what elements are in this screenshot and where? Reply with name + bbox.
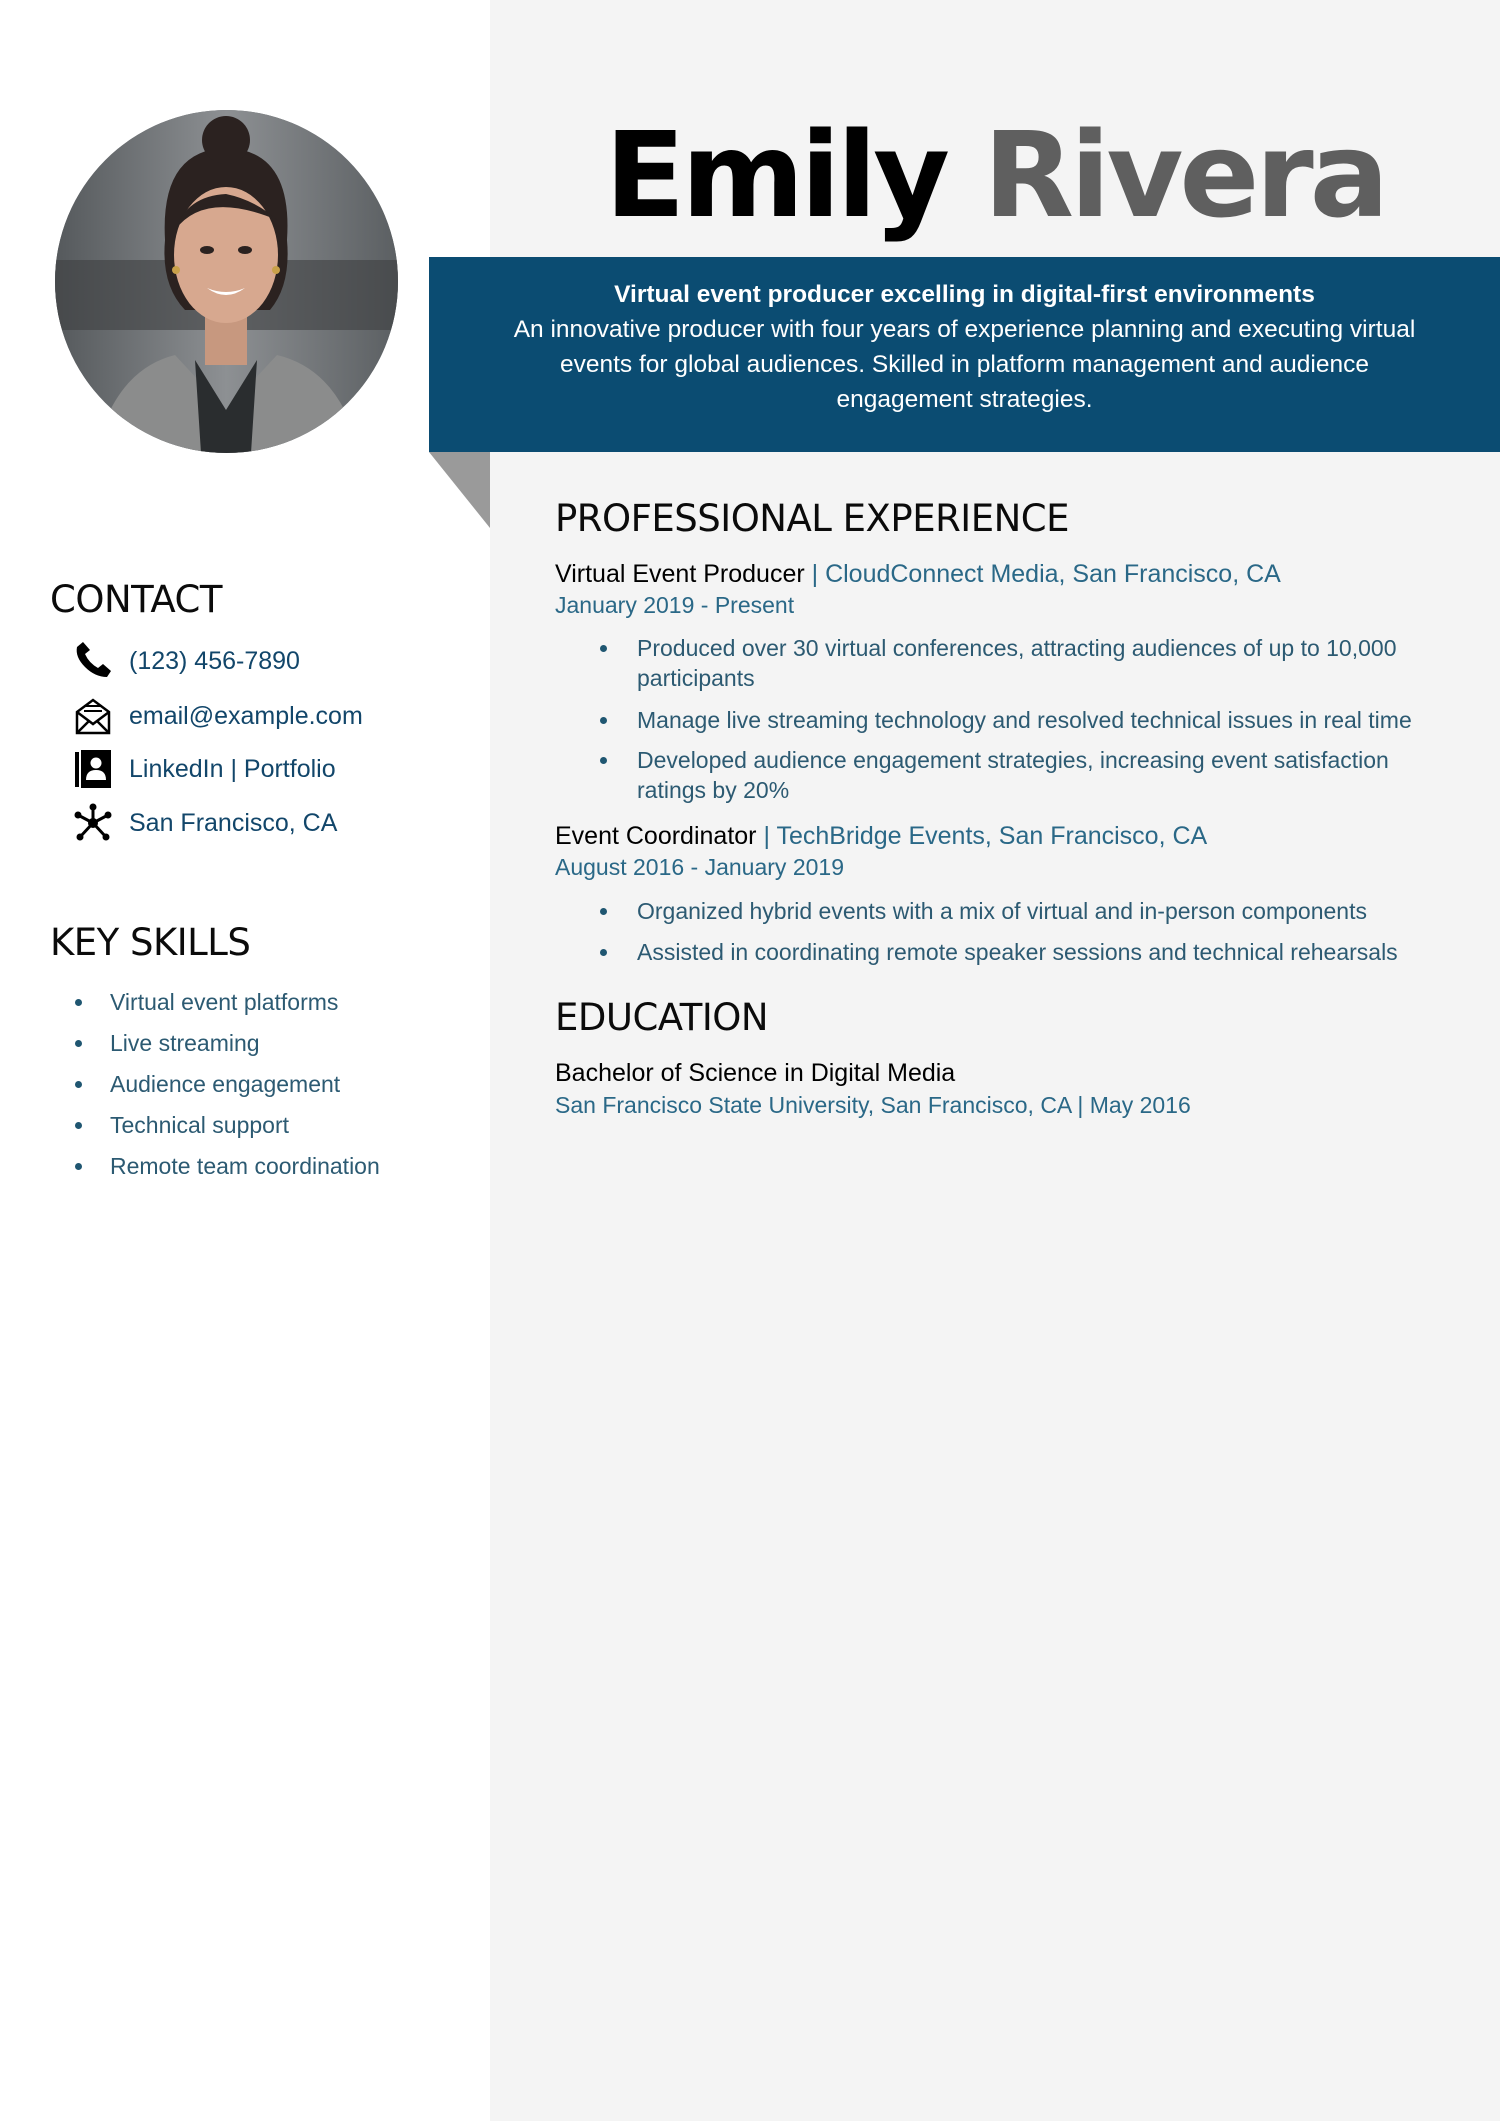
candidate-name — [490, 105, 1500, 245]
skill-item: Audience engagement — [70, 1064, 380, 1105]
phone-number: (123) 456-7890 — [129, 646, 300, 675]
last-name: Rivera — [983, 106, 1386, 244]
envelope-icon — [72, 695, 114, 737]
job-dates: January 2019 - Present — [555, 592, 795, 618]
contact-phone[interactable] — [72, 641, 300, 681]
education-heading: EDUCATION — [555, 996, 769, 1039]
job-bullet: Assisted in coordinating remote speaker sessions and technical rehearsals — [555, 937, 1455, 967]
contact-location — [72, 803, 337, 843]
school-details: San Francisco State University, San Francisco, CA | May 2016 — [555, 1092, 1191, 1118]
skill-item: Technical support — [70, 1105, 380, 1146]
job-bullets — [555, 896, 1455, 926]
skill-item: Virtual event platforms — [70, 982, 380, 1023]
job-title-line — [555, 558, 1455, 590]
job-entry — [555, 820, 1455, 882]
summary-banner — [429, 257, 1500, 452]
contact-links[interactable] — [72, 749, 336, 789]
contact-heading: CONTACT — [50, 578, 222, 621]
email-address: email@example.com — [129, 701, 363, 730]
job-bullet: Developed audience engagement strategies, increasing event satisfaction ratings by 20% — [555, 745, 1455, 805]
job-title: Virtual Event Producer — [555, 560, 805, 588]
job-title: Event Coordinator — [555, 822, 757, 850]
first-name: Emily — [604, 106, 947, 244]
job-bullets — [555, 745, 1455, 805]
banner-fold-decoration — [429, 452, 490, 528]
contact-email[interactable] — [72, 696, 363, 736]
degree: Bachelor of Science in Digital Media — [555, 1059, 956, 1087]
location-text: San Francisco, CA — [129, 808, 338, 837]
skill-item: Live streaming — [70, 1023, 380, 1064]
experience-heading: PROFESSIONAL EXPERIENCE — [555, 497, 1069, 540]
linkedin-portfolio-links: LinkedIn | Portfolio — [129, 754, 336, 783]
job-bullets — [555, 705, 1455, 735]
portrait-illustration — [55, 110, 398, 453]
skills-heading: KEY SKILLS — [50, 921, 251, 964]
job-bullet: Produced over 30 virtual conferences, attracting audiences of up to 10,000 participants — [555, 633, 1455, 693]
summary-headline: Virtual event producer excelling in digital-first environments — [614, 281, 1315, 308]
contact-book-icon — [72, 748, 114, 790]
skill-item: Remote team coordination — [70, 1146, 380, 1187]
job-bullet: Manage live streaming technology and resolved technical issues in real time — [555, 705, 1455, 735]
job-bullet: Organized hybrid events with a mix of virtual and in-person components — [555, 896, 1455, 926]
job-title-line — [555, 820, 1455, 852]
network-icon — [72, 802, 114, 844]
job-company: CloudConnect Media, San Francisco, CA — [825, 560, 1281, 588]
title-separator: | — [756, 822, 777, 850]
job-entry — [555, 558, 1455, 620]
education-entry — [555, 1057, 1455, 1121]
skills-list — [70, 982, 380, 1187]
summary-text: An innovative producer with four years of experience planning and executing virtual events for global audiences. Skilled in platform management and audience engagement strategies. — [513, 316, 1416, 413]
phone-icon — [72, 640, 114, 682]
job-dates: August 2016 - January 2019 — [555, 854, 844, 880]
job-company: TechBridge Events, San Francisco, CA — [776, 822, 1208, 850]
profile-photo — [55, 110, 398, 453]
title-separator: | — [804, 560, 826, 588]
job-bullets — [555, 633, 1455, 693]
job-bullets — [555, 937, 1455, 967]
